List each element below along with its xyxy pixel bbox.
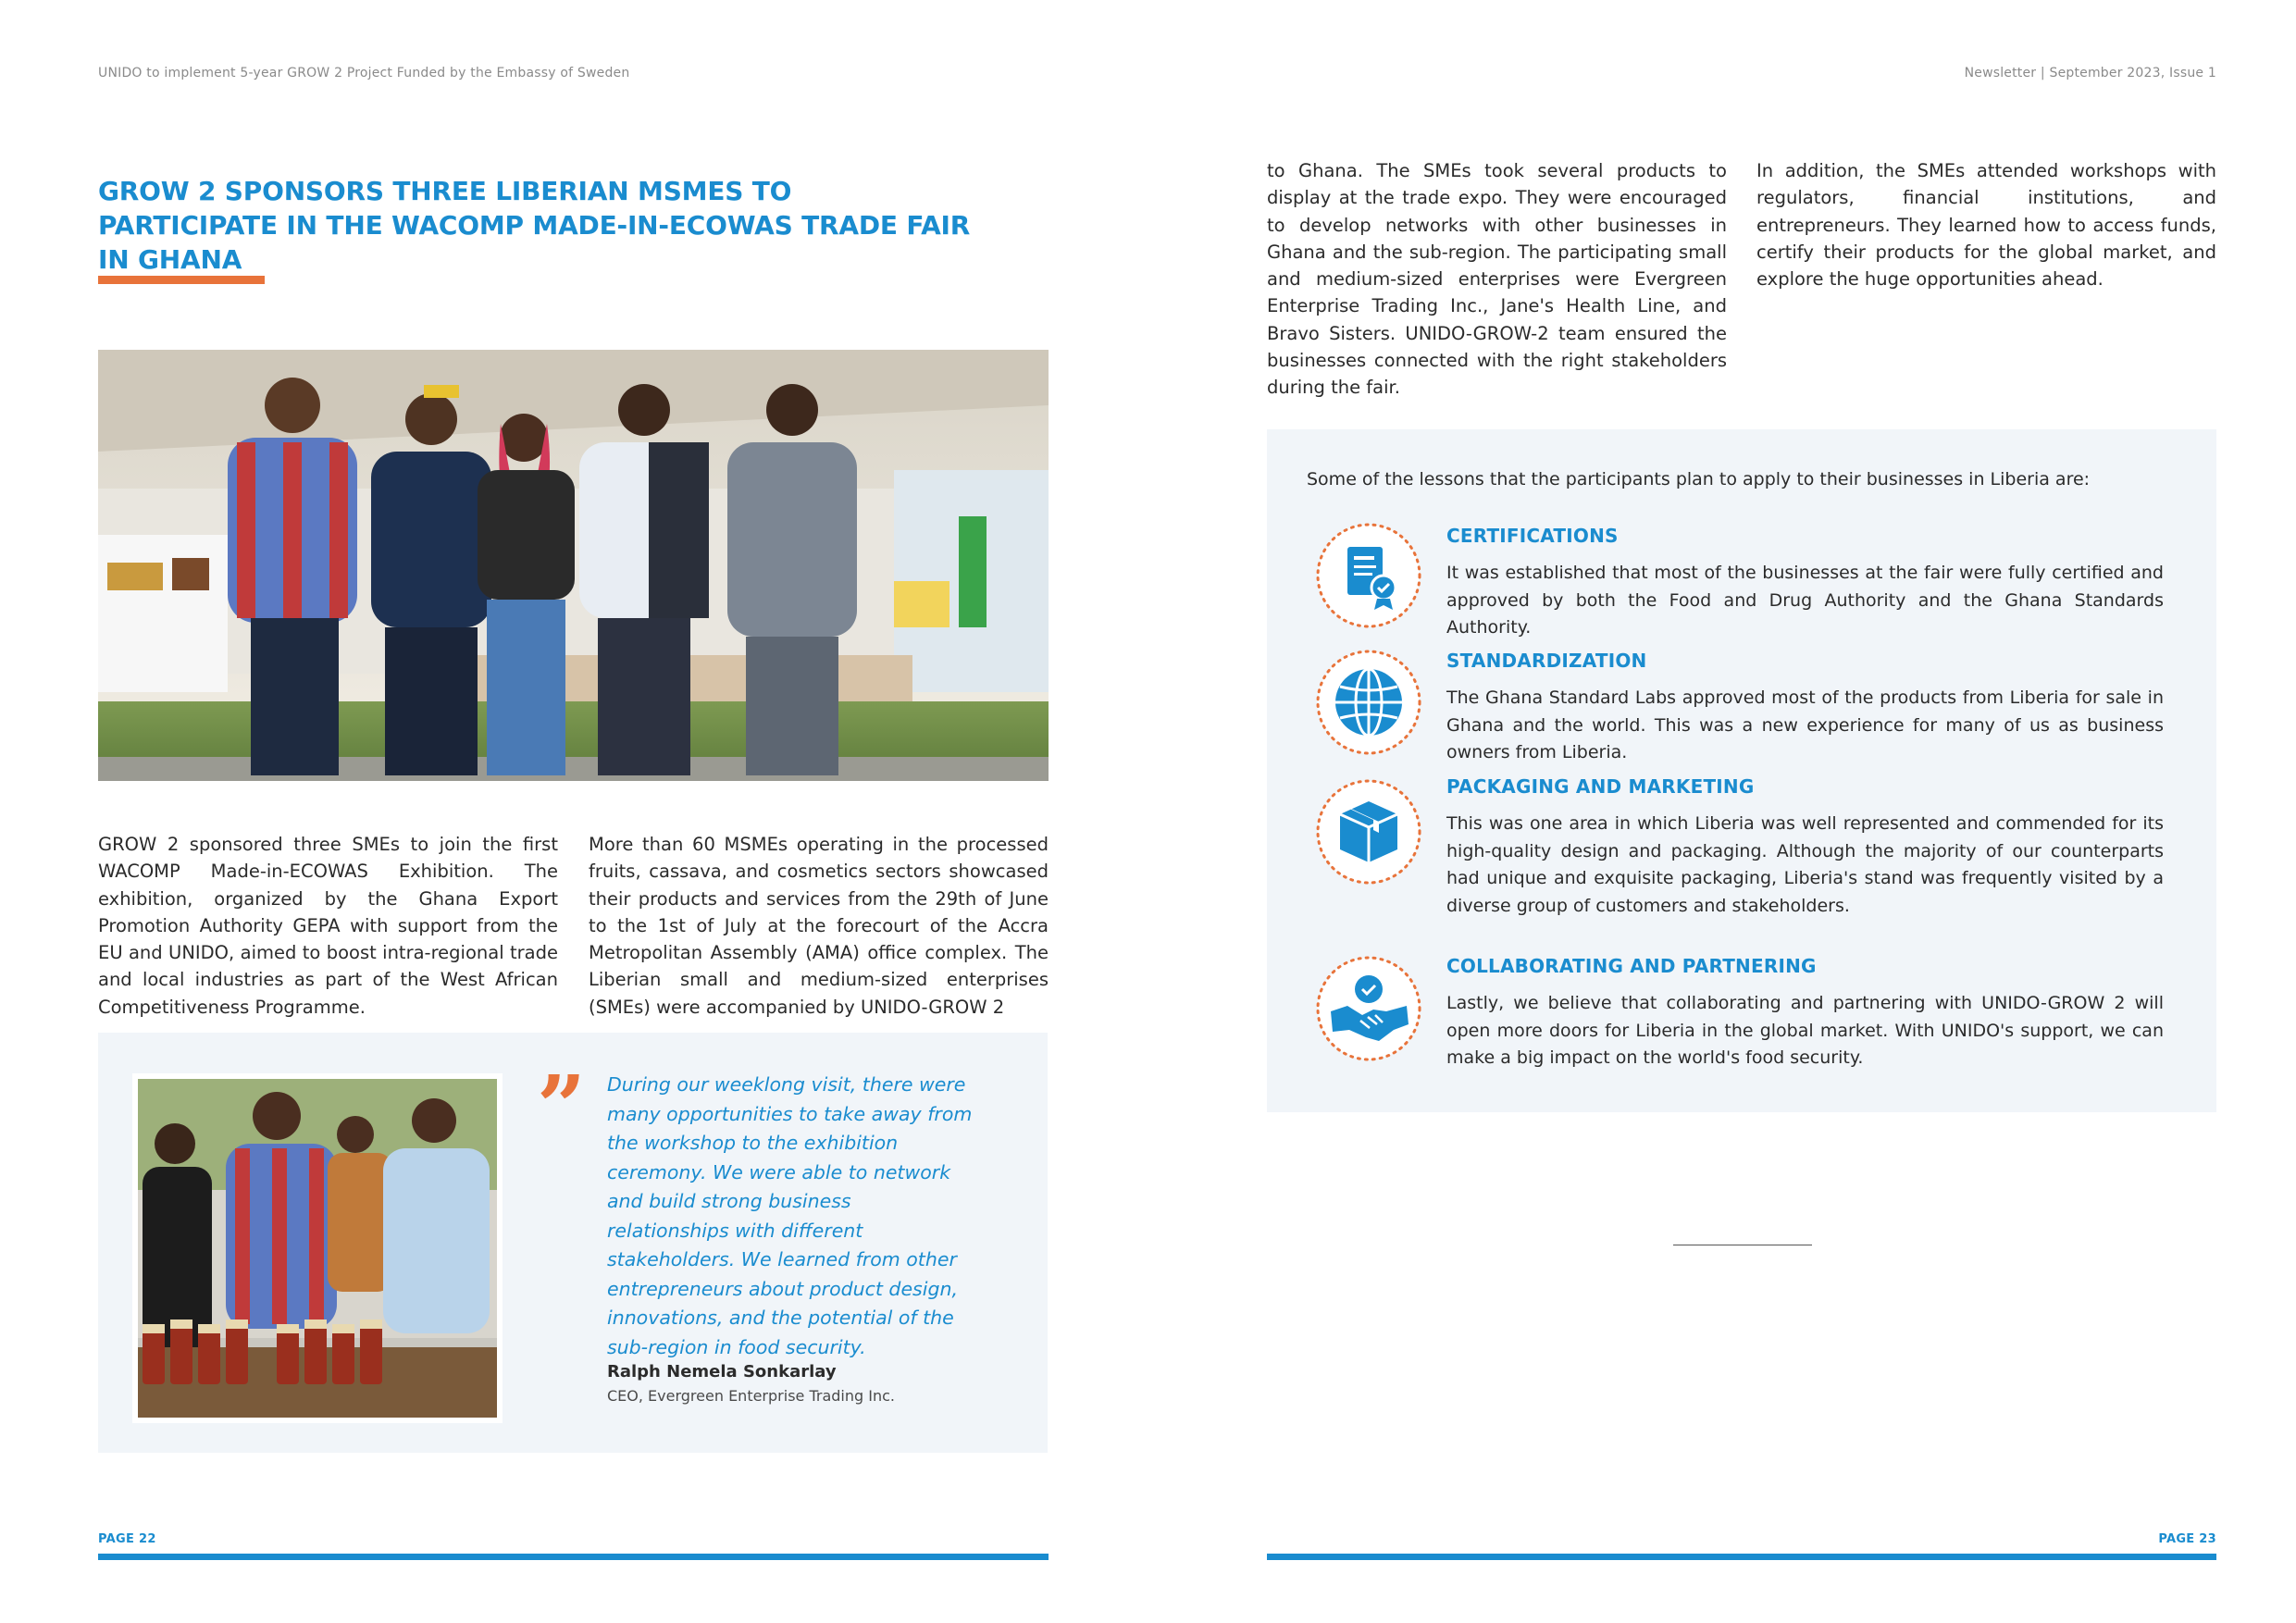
lesson-text-packaging-marketing: This was one area in which Liberia was well represented and commended for its high-quality design and packaging. Although the majority of our counterparts had unique and exquisite packaging, Liberia's stand was frequently visited by a diverse group of customers and stakeholders. xyxy=(1446,813,2164,916)
testimonial-photo xyxy=(132,1073,503,1423)
footer-bar-right xyxy=(1267,1554,2216,1560)
lesson-title-collaborating-partnering: COLLABORATING AND PARTNERING xyxy=(1446,955,1817,977)
running-header-left: UNIDO to implement 5-year GROW 2 Project Funded by the Embassy of Sweden xyxy=(98,66,630,81)
testimonial-author-role: CEO, Evergreen Enterprise Trading Inc. xyxy=(607,1387,895,1405)
article-column-1: GROW 2 sponsored three SMEs to join the first WACOMP Made-in-ECOWAS Exhibition. The exhibition, organized by the Ghana Export Promotion Authority GEPA with support from the EU and UNIDO, aimed to boost intra-regional trade and local industries as part of the West African Competitiveness Programme. xyxy=(98,834,558,1018)
lesson-title-packaging-marketing: PACKAGING AND MARKETING xyxy=(1446,775,1755,798)
lesson-title-certifications: CERTIFICATIONS xyxy=(1446,525,1619,547)
lesson-text-standardization: The Ghana Standard Labs approved most of the products from Liberia for sale in Ghana and the world. This was a new experience for many of us as business owners from Liberia. xyxy=(1446,688,2164,762)
globe-icon xyxy=(1314,648,1423,757)
certificate-icon xyxy=(1314,521,1423,630)
running-header-right: Newsletter | September 2023, Issue 1 xyxy=(1964,66,2216,81)
article-column-4: In addition, the SMEs attended workshops with regulators, financial institutions, and entrepreneurs. They learned how to access funds, certify their products for the global market, and explore the huge opportunities ahead. xyxy=(1756,160,2216,291)
testimonial-author: Ralph Nemela Sonkarlay xyxy=(607,1362,837,1381)
article-title: GROW 2 SPONSORS THREE LIBERIAN MSMES TO PARTICIPATE IN THE WACOMP MADE-IN-ECOWAS TRADE FAIR IN GHANA xyxy=(98,176,971,275)
lesson-text-certifications: It was established that most of the businesses at the fair were fully certified and approved by both the Food and Drug Authority and the Ghana Standards Authority. xyxy=(1446,563,2164,638)
lesson-title-standardization: STANDARDIZATION xyxy=(1446,650,1647,672)
testimonial-quote: During our weeklong visit, there were many opportunities to take away from the workshop to the exhibition ceremony. We were able to network and build strong business relationships with different stakeholders. We learned from other entrepreneurs about product design, innovations, and the potential of the sub-region in food security. xyxy=(607,1073,973,1358)
group-photo xyxy=(98,350,1049,781)
quotation-mark-icon: ” xyxy=(537,1057,586,1157)
page-number-left: PAGE 22 xyxy=(98,1532,156,1546)
package-box-icon xyxy=(1314,777,1423,886)
lessons-intro: Some of the lessons that the participants plan to apply to their businesses in Liberia are: xyxy=(1307,469,2091,489)
article-column-2: More than 60 MSMEs operating in the processed fruits, cassava, and cosmetics sectors showcased their products and services from the 29th of June to the 1st of July at the forecourt of the Accra Metropolitan Assembly (AMA) office complex. The Liberian small and medium-sized enterprises (SMEs) were accompanied by UNIDO-GROW 2 xyxy=(589,834,1049,1018)
title-underline xyxy=(98,276,265,284)
article-column-3: to Ghana. The SMEs took several products to display at the trade expo. They were encouraged to develop networks with other businesses in Ghana and the sub-region. The participating small and medium-sized enterprises were Evergreen Enterprise Trading Inc., Jane's Health Line, and Bravo Sisters. UNIDO-GROW-2 team ensured the businesses connected with the right stakeholders during the fair. xyxy=(1267,160,1727,399)
footer-bar-left xyxy=(98,1554,1049,1560)
handshake-icon xyxy=(1314,954,1423,1063)
page-number-right: PAGE 23 xyxy=(2158,1532,2216,1546)
lesson-text-collaborating-partnering: Lastly, we believe that collaborating and partnering with UNIDO-GROW 2 will open more doors for Liberia in the global market. With UNIDO's support, we can make a big impact on the world's food security. xyxy=(1446,993,2164,1068)
